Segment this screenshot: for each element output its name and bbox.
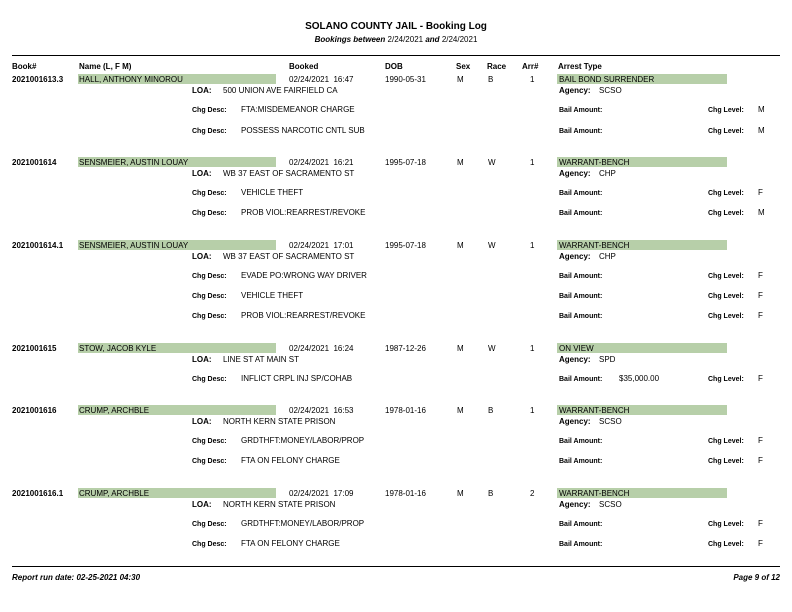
race: B [488, 489, 494, 498]
charge-desc: INFLICT CRPL INJ SP/COHAB [241, 374, 353, 383]
agency-label: Agency: [559, 417, 591, 426]
booked-datetime: 02/24/2021 16:24 [289, 344, 354, 353]
charge-desc: GRDTHFT:MONEY/LABOR/PROP [241, 436, 365, 445]
inmate-name: SENSMEIER, AUSTIN LOUAY [79, 158, 189, 167]
agency: SCSO [599, 417, 622, 426]
subtitle-label: Bookings between [314, 35, 386, 44]
charge-level: F [758, 539, 763, 548]
col-header-race: Race [487, 62, 507, 71]
col-header-name: Name (L, F M) [79, 62, 132, 71]
date-of-birth: 1978-01-16 [385, 406, 426, 415]
date-of-birth: 1995-07-18 [385, 241, 426, 250]
arrest-type: WARRANT-BENCH [559, 158, 630, 167]
book-number: 2021001616 [12, 406, 57, 415]
footer-rule [12, 566, 780, 567]
date-of-birth: 1978-01-16 [385, 489, 426, 498]
charge-level-label: Chg Level: [708, 210, 744, 217]
arrest-type: WARRANT-BENCH [559, 489, 630, 498]
race: W [488, 344, 496, 353]
bail-amount-label: Bail Amount: [559, 313, 603, 320]
arrest-type: WARRANT-BENCH [559, 241, 630, 250]
location-of-arrest: NORTH KERN STATE PRISON [223, 500, 336, 509]
charge-desc-label: Chg Desc: [192, 273, 227, 280]
bail-amount-label: Bail Amount: [559, 190, 603, 197]
charge-level-label: Chg Level: [708, 313, 744, 320]
charge-desc: POSSESS NARCOTIC CNTL SUB [241, 126, 365, 135]
bail-amount-label: Bail Amount: [559, 128, 603, 135]
location-of-arrest: WB 37 EAST OF SACRAMENTO ST [223, 252, 355, 261]
charge-level-label: Chg Level: [708, 521, 744, 528]
charge-level: M [758, 105, 765, 114]
loa-label: LOA: [192, 355, 212, 364]
bail-amount-label: Bail Amount: [559, 293, 603, 300]
arrest-number: 1 [530, 158, 535, 167]
book-number: 2021001616.1 [12, 489, 64, 498]
col-header-booked: Booked [289, 62, 319, 71]
charge-desc-label: Chg Desc: [192, 541, 227, 548]
booked-datetime: 02/24/2021 16:53 [289, 406, 354, 415]
booked-datetime: 02/24/2021 16:21 [289, 158, 354, 167]
charge-level: M [758, 126, 765, 135]
agency-label: Agency: [559, 86, 591, 95]
charge-level: F [758, 374, 763, 383]
charge-level: F [758, 271, 763, 280]
book-number: 2021001614.1 [12, 241, 64, 250]
agency: CHP [599, 169, 616, 178]
inmate-name: CRUMP, ARCHBLE [79, 489, 150, 498]
charge-desc: PROB VIOL:REARREST/REVOKE [241, 311, 366, 320]
book-number: 2021001614 [12, 158, 57, 167]
charge-level-label: Chg Level: [708, 190, 744, 197]
charge-level: F [758, 436, 763, 445]
charge-desc-label: Chg Desc: [192, 293, 227, 300]
bail-amount: $35,000.00 [619, 374, 660, 383]
inmate-name: CRUMP, ARCHBLE [79, 406, 150, 415]
sex: M [457, 158, 464, 167]
race: B [488, 75, 494, 84]
charge-level-label: Chg Level: [708, 376, 744, 383]
bail-amount-label: Bail Amount: [559, 541, 603, 548]
booked-datetime: 02/24/2021 16:47 [289, 75, 354, 84]
col-header-arr: Arr# [522, 62, 539, 71]
col-header-arrest-type: Arrest Type [558, 62, 602, 71]
agency-label: Agency: [559, 355, 591, 364]
agency-label: Agency: [559, 500, 591, 509]
charge-desc-label: Chg Desc: [192, 521, 227, 528]
charge-level-label: Chg Level: [708, 438, 744, 445]
charge-desc: GRDTHFT:MONEY/LABOR/PROP [241, 519, 365, 528]
location-of-arrest: 500 UNION AVE FAIRFIELD CA [223, 86, 338, 95]
charge-level: F [758, 311, 763, 320]
inmate-name: STOW, JACOB KYLE [79, 344, 157, 353]
booked-datetime: 02/24/2021 17:09 [289, 489, 354, 498]
loa-label: LOA: [192, 86, 212, 95]
charge-desc: EVADE PO:WRONG WAY DRIVER [241, 271, 367, 280]
charge-level: F [758, 519, 763, 528]
charge-desc-label: Chg Desc: [192, 210, 227, 217]
charge-desc: PROB VIOL:REARREST/REVOKE [241, 208, 366, 217]
race: W [488, 241, 496, 250]
agency: SCSO [599, 500, 622, 509]
charge-desc-label: Chg Desc: [192, 376, 227, 383]
charge-level-label: Chg Level: [708, 458, 744, 465]
charge-desc: FTA ON FELONY CHARGE [241, 539, 340, 548]
loa-label: LOA: [192, 252, 212, 261]
charge-desc: VEHICLE THEFT [241, 291, 304, 300]
col-header-sex: Sex [456, 62, 471, 71]
race: B [488, 406, 494, 415]
col-header-book: Book# [12, 62, 37, 71]
charge-desc-label: Chg Desc: [192, 458, 227, 465]
bail-amount-label: Bail Amount: [559, 521, 603, 528]
inmate-name: HALL, ANTHONY MINOROU [79, 75, 183, 84]
charge-desc-label: Chg Desc: [192, 190, 227, 197]
arrest-number: 1 [530, 406, 535, 415]
header-rule [12, 55, 780, 56]
charge-level: F [758, 188, 763, 197]
charge-desc: VEHICLE THEFT [241, 188, 304, 197]
charge-level-label: Chg Level: [708, 107, 744, 114]
report-title: SOLANO COUNTY JAIL - Booking Log [305, 21, 487, 32]
charge-desc-label: Chg Desc: [192, 128, 227, 135]
arrest-number: 2 [530, 489, 535, 498]
bail-amount-label: Bail Amount: [559, 438, 603, 445]
charge-level: F [758, 456, 763, 465]
sex: M [457, 75, 464, 84]
arrest-type: BAIL BOND SURRENDER [559, 75, 655, 84]
agency: SCSO [599, 86, 622, 95]
charge-level: M [758, 208, 765, 217]
sex: M [457, 344, 464, 353]
booked-datetime: 02/24/2021 17:01 [289, 241, 354, 250]
date-of-birth: 1987-12-26 [385, 344, 426, 353]
report-run-date: Report run date: 02-25-2021 04:30 [12, 573, 141, 582]
date-of-birth: 1995-07-18 [385, 158, 426, 167]
book-number: 2021001613.3 [12, 75, 64, 84]
sex: M [457, 489, 464, 498]
date-to: 2/24/2021 [441, 35, 478, 44]
bail-amount-label: Bail Amount: [559, 210, 603, 217]
sex: M [457, 241, 464, 250]
date-from: 2/24/2021 [387, 35, 424, 44]
agency: CHP [599, 252, 616, 261]
charge-desc-label: Chg Desc: [192, 107, 227, 114]
agency-label: Agency: [559, 252, 591, 261]
location-of-arrest: LINE ST AT MAIN ST [223, 355, 300, 364]
agency-label: Agency: [559, 169, 591, 178]
bail-amount-label: Bail Amount: [559, 273, 603, 280]
bail-amount-label: Bail Amount: [559, 376, 603, 383]
charge-desc-label: Chg Desc: [192, 313, 227, 320]
arrest-type: ON VIEW [559, 344, 594, 353]
inmate-name: SENSMEIER, AUSTIN LOUAY [79, 241, 189, 250]
arrest-number: 1 [530, 241, 535, 250]
charge-level-label: Chg Level: [708, 273, 744, 280]
book-number: 2021001615 [12, 344, 57, 353]
loa-label: LOA: [192, 417, 212, 426]
arrest-number: 1 [530, 344, 535, 353]
date-of-birth: 1990-05-31 [385, 75, 426, 84]
location-of-arrest: WB 37 EAST OF SACRAMENTO ST [223, 169, 355, 178]
charge-level-label: Chg Level: [708, 128, 744, 135]
agency: SPD [599, 355, 616, 364]
report-subtitle [0, 35, 792, 44]
sex: M [457, 406, 464, 415]
charge-desc: FTA:MISDEMEANOR CHARGE [241, 105, 355, 114]
and-label: and [425, 35, 440, 44]
bail-amount-label: Bail Amount: [559, 107, 603, 114]
arrest-number: 1 [530, 75, 535, 84]
charge-level: F [758, 291, 763, 300]
loa-label: LOA: [192, 500, 212, 509]
arrest-type: WARRANT-BENCH [559, 406, 630, 415]
bail-amount-label: Bail Amount: [559, 458, 603, 465]
loa-label: LOA: [192, 169, 212, 178]
page-number: Page 9 of 12 [733, 573, 780, 582]
charge-desc: FTA ON FELONY CHARGE [241, 456, 340, 465]
charge-desc-label: Chg Desc: [192, 438, 227, 445]
col-header-dob: DOB [385, 62, 403, 71]
charge-level-label: Chg Level: [708, 541, 744, 548]
location-of-arrest: NORTH KERN STATE PRISON [223, 417, 336, 426]
race: W [488, 158, 496, 167]
charge-level-label: Chg Level: [708, 293, 744, 300]
